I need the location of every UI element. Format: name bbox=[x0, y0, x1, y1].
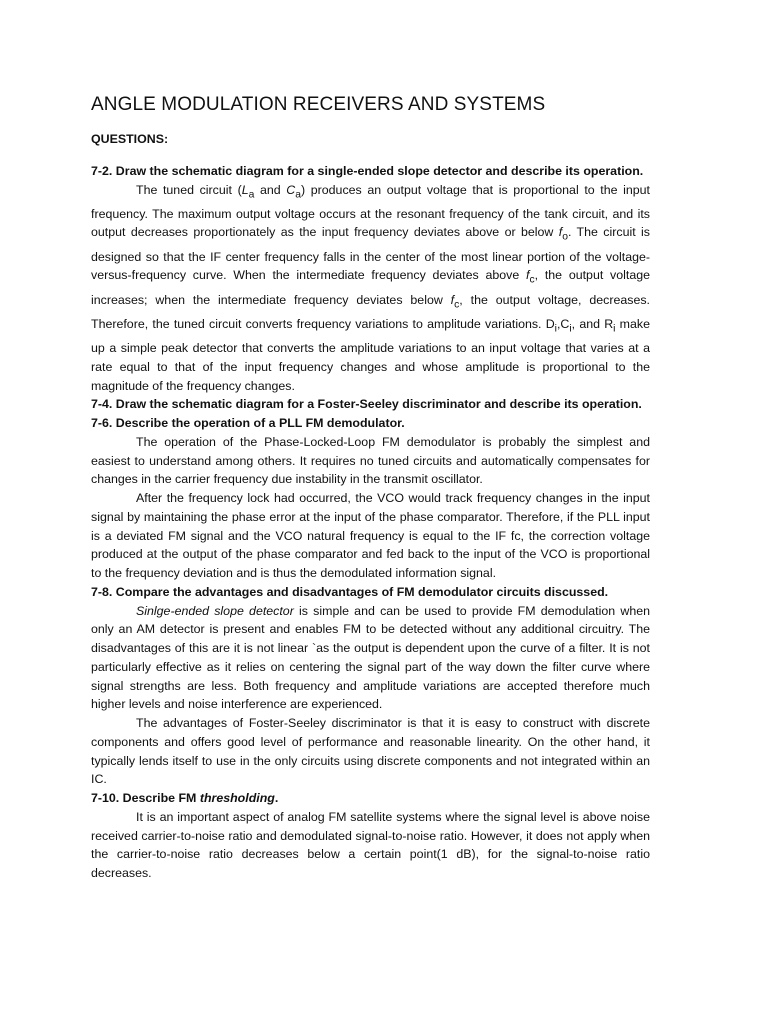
question-7-2-heading: 7-2. Draw the schematic diagram for a single-ended slope detector and describe its operation. bbox=[91, 163, 644, 178]
question-7-10-answer: It is an important aspect of analog FM satellite systems where the signal level is above noise received carrier-to-noise ratio and demodulated signal-to-noise ratio. However, it does not apply when the carrier-to-noise ratio decreases below a certain point(1 dB), for the signal-to-noise ratio decreases. bbox=[91, 809, 650, 881]
question-7-6-answer-p1: The operation of the Phase-Locked-Loop FM demodulator is probably the simplest and easiest to understand among others. It requires no tuned circuits and automatically compensates for changes in the carrier frequency due instability in the transmit oscillator. bbox=[91, 434, 650, 487]
questions-label: QUESTIONS: bbox=[91, 132, 169, 146]
question-7-10-heading: 7-10. Describe FM thresholding. bbox=[91, 791, 279, 806]
question-7-4-heading: 7-4. Draw the schematic diagram for a Foster-Seeley discriminator and describe its operation. bbox=[91, 397, 642, 412]
question-7-8-answer-p1: Sinlge-ended slope detector is simple and can be used to provide FM demodulation when only an AM detector is present and enables FM to be detected without any additional circuitry. The disadvantages of this are it is not linear `as the output is dependent upon the curve of a filter. It is not particularly effective as it relies on centering the signal part of the way down the filter curve where signal strengths are less. Both frequency and amplitude variations are accepted therefore much higher levels and noise interference are experienced. bbox=[91, 603, 650, 712]
document-body bbox=[91, 92, 650, 883]
question-7-2-answer: The tuned circuit ($L_a$ and $C_a$) produces an output voltage that is proportional to the input frequency. The maximum output voltage occurs at the resonant frequency of the tank circuit, and its output decreases proportionately as the input frequency deviates above or below $f_o$. The circuit is designed so that the IF center frequency falls in the center of the most linear portion of the voltage-versus-frequency curve. When the intermediate frequency deviates above $f_c$, the output voltage increases; when the intermediate frequency deviates below $f_c$, the output voltage, decreases. Therefore, the tuned circuit converts frequency variations to amplitude variations. $D_i,C_i$, and $R_i$ make up a simple peak detector that converts the amplitude variations to an input voltage that varies at a rate equal to that of the input frequency changes and whose amplitude is proportional to the magnitude of the frequency changes. bbox=[91, 182, 650, 393]
question-7-6-heading: 7-6. Describe the operation of a PLL FM demodulator. bbox=[91, 416, 405, 431]
question-7-6-answer-p2: After the frequency lock had occurred, the VCO would track frequency changes in the input signal by maintaining the phase error at the input of the phase comparator. Therefore, if the PLL input is a deviated FM signal and the VCO natural frequency is equal to the IF fc, the correction voltage produced at the output of the phase comparator and fed back to the input of the VCO is proportional to the frequency deviation and is thus the demodulated information signal. bbox=[91, 491, 650, 581]
question-7-8-heading: 7-8. Compare the advantages and disadvantages of FM demodulator circuits discussed. bbox=[91, 584, 609, 599]
question-7-8-answer-p2: The advantages of Foster-Seeley discriminator is that it is easy to construct with discrete components and offers good level of performance and reasonable linearity. On the other hand, it typically lends itself to use in the only circuits using discrete components and not integrated within an IC. bbox=[91, 716, 650, 787]
page-title: ANGLE MODULATION RECEIVERS AND SYSTEMS bbox=[91, 94, 546, 115]
